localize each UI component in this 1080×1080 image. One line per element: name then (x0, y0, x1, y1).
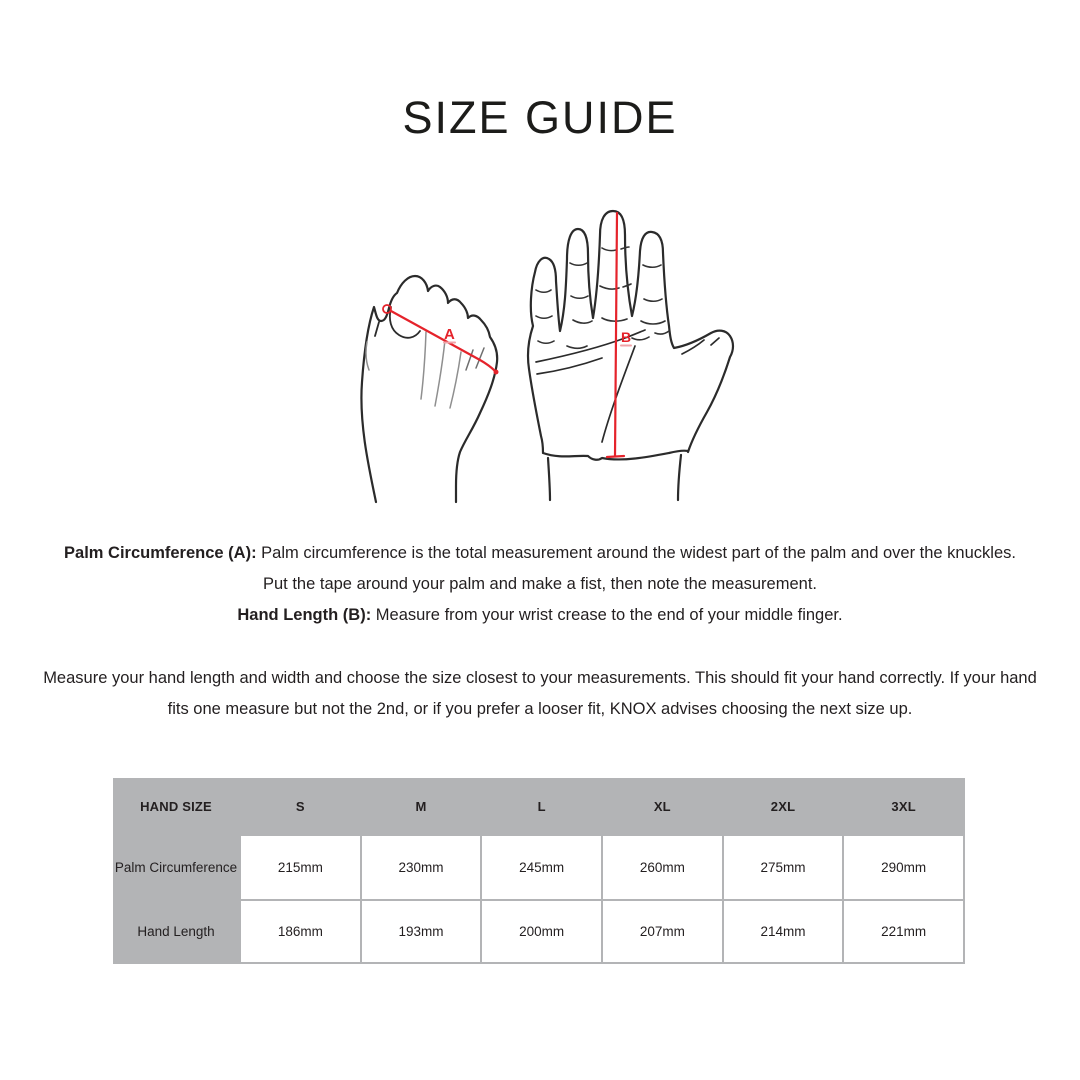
fist-outline (361, 276, 497, 502)
table-header-m: M (415, 798, 427, 814)
table-row-label-hand-length: Hand Length (137, 924, 215, 939)
palm-circumference-3xl: 290mm (844, 836, 963, 899)
hand-length-instruction (0, 600, 1080, 631)
palm-crease-lines (536, 330, 719, 442)
finger-crease-lines (536, 247, 669, 348)
sizing-advice-line-2: fits one measure but not the 2nd, or if you prefer a looser fit, KNOX advises choosing the next size up. (167, 700, 913, 718)
hand-length-3xl: 221mm (844, 901, 963, 962)
hand-length-s: 186mm (241, 901, 360, 962)
label-b: B (621, 329, 632, 345)
palm-circumference-text: Palm circumference is the total measurement around the widest part of the palm and over the knuckles. (256, 544, 1016, 562)
palm-outline (528, 211, 733, 500)
table-header-s: S (295, 798, 305, 814)
table-header-xl: XL (653, 798, 671, 814)
measurement-arc-end-dot (494, 370, 499, 375)
palm-circumference-instruction (0, 538, 1080, 569)
hand-length-text: Measure from your wrist crease to the end of your middle finger. (371, 606, 843, 624)
size-table (113, 778, 965, 964)
label-a: A (444, 326, 455, 343)
palm-circumference-l: 245mm (482, 836, 601, 899)
table-header-3xl: 3XL (891, 798, 916, 814)
palm-circumference-m: 230mm (362, 836, 481, 899)
hand-length-term: Hand Length (B): (237, 606, 372, 624)
hand-measurement-illustration (330, 190, 750, 510)
hand-length-l: 200mm (482, 901, 601, 962)
fist-illustration (361, 276, 498, 502)
table-header-l: L (537, 798, 546, 814)
palm-circumference-xl: 260mm (603, 836, 722, 899)
table-row-label-palm-circumference: Palm Circumference (114, 860, 238, 875)
measurement-instructions (0, 538, 1080, 631)
fist-knuckle-lines (466, 348, 484, 370)
palm-circumference-2xl: 275mm (724, 836, 843, 899)
sizing-advice-line-1: Measure your hand length and width and choose the size closest to your measurements. This should fit your hand correctly. If your hand (43, 669, 1037, 687)
palm-circumference-s: 215mm (241, 836, 360, 899)
palm-circumference-term: Palm Circumference (A): (64, 544, 257, 562)
hand-length-2xl: 214mm (724, 901, 843, 962)
palm-circumference-instruction-2: Put the tape around your palm and make a fist, then note the measurement. (263, 575, 817, 593)
table-header-2xl: 2XL (770, 798, 796, 814)
hand-length-xl: 207mm (603, 901, 722, 962)
page-title: SIZE GUIDE (402, 92, 678, 143)
table-header-hand-size: HAND SIZE (140, 798, 212, 814)
hand-length-m: 193mm (362, 901, 481, 962)
sizing-advice (0, 663, 1080, 725)
palm-illustration (528, 211, 733, 500)
